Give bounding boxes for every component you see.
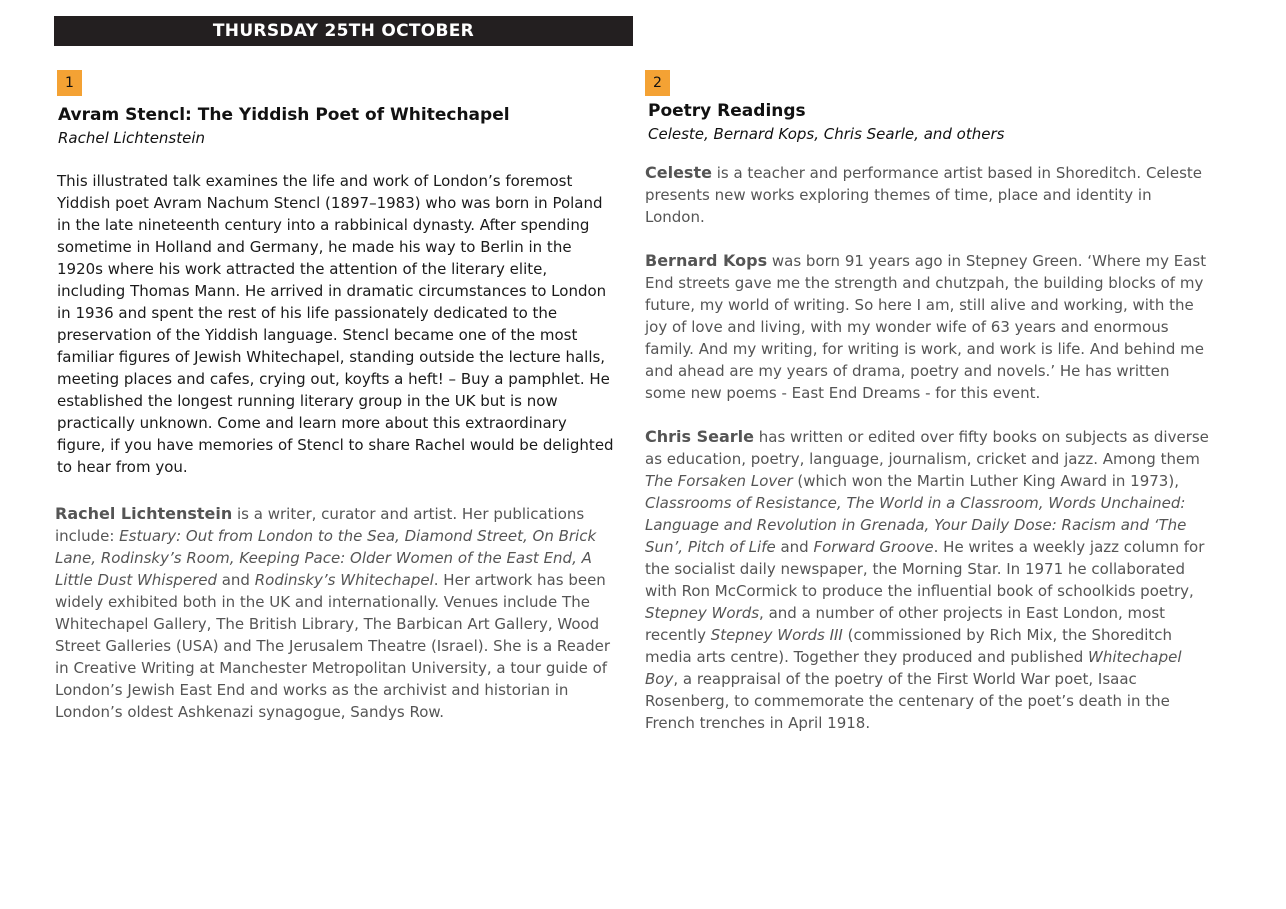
bio-name: Chris Searle [645, 427, 754, 446]
bio-text: . Her artwork has been widely exhibited both in the UK and internationally. Venues include The Whitechapel Gallery, The British Library, The Barbican Art Gallery, Wood Street Galleries (USA) and The Jerusalem Theatre (Israel). She is a Reader in Creative Writing at Manchester Metropolitan University, a tour guide of London’s Jewish East End and works as the archivist and historian in London’s oldest Ashkenazi synagogue, Sandys Row. [55, 571, 611, 721]
bio-title: Classrooms of Resistance, The World in a Classroom, Words Unchained: Language and Revolution in Grenada, Your Daily Dose: Racism and ‘The Sun’, Pitch of Life [645, 494, 1187, 556]
bio-text: has written or edited over fifty books on subjects as diverse as education, poetry, language, journalism, cricket and jazz. Among them [645, 428, 1209, 468]
bio-text: and [775, 538, 814, 556]
bio-publication: Rodinsky’s Whitechapel [254, 571, 434, 589]
bio-title: Whitechapel Boy [645, 648, 1182, 688]
speaker-bio-searle [645, 426, 1210, 734]
bio-text: , a reappraisal of the poetry of the First World War poet, Isaac Rosenberg, to commemorate the centenary of the poet’s death in the French trenches in April 1918. [645, 670, 1170, 732]
bio-text: was born 91 years ago in Stepney Green. ‘Where my East End streets gave me the strength and chutzpah, the building blocks of my future, my world of writing. So here I am, still alive and working, with the joy of love and living, with my wonder wife of 63 years and enormous family. And my writing, for writing is work, and work is life. And behind me and ahead are my years of drama, poetry and novels.’ He has written some new poems - East End Dreams - for this event. [645, 252, 1207, 402]
event-number-badge-2: 2 [645, 70, 670, 96]
bio-text: , and a number of other projects in East London, most recently [645, 604, 1166, 644]
speaker-bio-kops [645, 250, 1210, 404]
bio-name: Celeste [645, 163, 712, 182]
speaker-bio-celeste [645, 162, 1210, 228]
bio-title: The Forsaken Lover [645, 472, 793, 490]
speaker-bio-lichtenstein [55, 503, 617, 723]
event-speakers-2: Celeste, Bernard Kops, Chris Searle, and others [648, 125, 1005, 143]
event-number-badge-1: 1 [57, 70, 82, 96]
event-speaker-1: Rachel Lichtenstein [58, 129, 206, 147]
bio-title: Stepney Words III [710, 626, 843, 644]
bio-text: (which won the Martin Luther King Award in 1973), [792, 472, 1179, 490]
event-title-1: Avram Stencl: The Yiddish Poet of Whitechapel [58, 105, 510, 125]
bio-text: (commissioned by Rich Mix, the Shoreditch media arts centre). Together they produced and published [645, 626, 1173, 666]
bio-publications: Estuary: Out from London to the Sea, Diamond Street, On Brick Lane, Rodinsky’s Room, Keeping Pace: Older Women of the East End, A Little Dust Whispered [55, 527, 597, 589]
bio-text: is a writer, curator and artist. Her publications include: [55, 505, 585, 545]
bio-name: Bernard Kops [645, 251, 768, 270]
bio-text: is a teacher and performance artist based in Shoreditch. Celeste presents new works exploring themes of time, place and identity in London. [645, 164, 1202, 226]
bio-name: Rachel Lichtenstein [55, 504, 233, 523]
bio-title: Forward Groove [813, 538, 934, 556]
bio-text: . He writes a weekly jazz column for the socialist daily newspaper, the Morning Star. In 1971 he collaborated with Ron McCormick to produce the influential book of schoolkids poetry, [645, 538, 1205, 600]
bio-text: and [216, 571, 255, 589]
date-header: THURSDAY 25TH OCTOBER [54, 16, 633, 46]
event-description-1: This illustrated talk examines the life and work of London’s foremost Yiddish poet Avram Nachum Stencl (1897–1983) who was born in Poland in the late nineteenth century into a rabbinical dynasty. After spending sometime in Holland and Germany, he made his way to Berlin in the 1920s where his work attracted the attention of the literary elite, including Thomas Mann. He arrived in dramatic circumstances to London in 1936 and spent the rest of his life passionately dedicated to the preservation of the Yiddish language. Stencl became one of the most familiar figures of Jewish Whitechapel, standing outside the lecture halls, meeting places and cafes, crying out, koyfts a heft! – Buy a pamphlet. He established the longest running literary group in the UK but is now practically unknown. Come and learn more about this extraordinary figure, if you have memories of Stencl to share Rachel would be delighted to hear from you. [57, 172, 614, 476]
bio-title: Stepney Words [645, 604, 760, 622]
event-title-2: Poetry Readings [648, 101, 806, 121]
